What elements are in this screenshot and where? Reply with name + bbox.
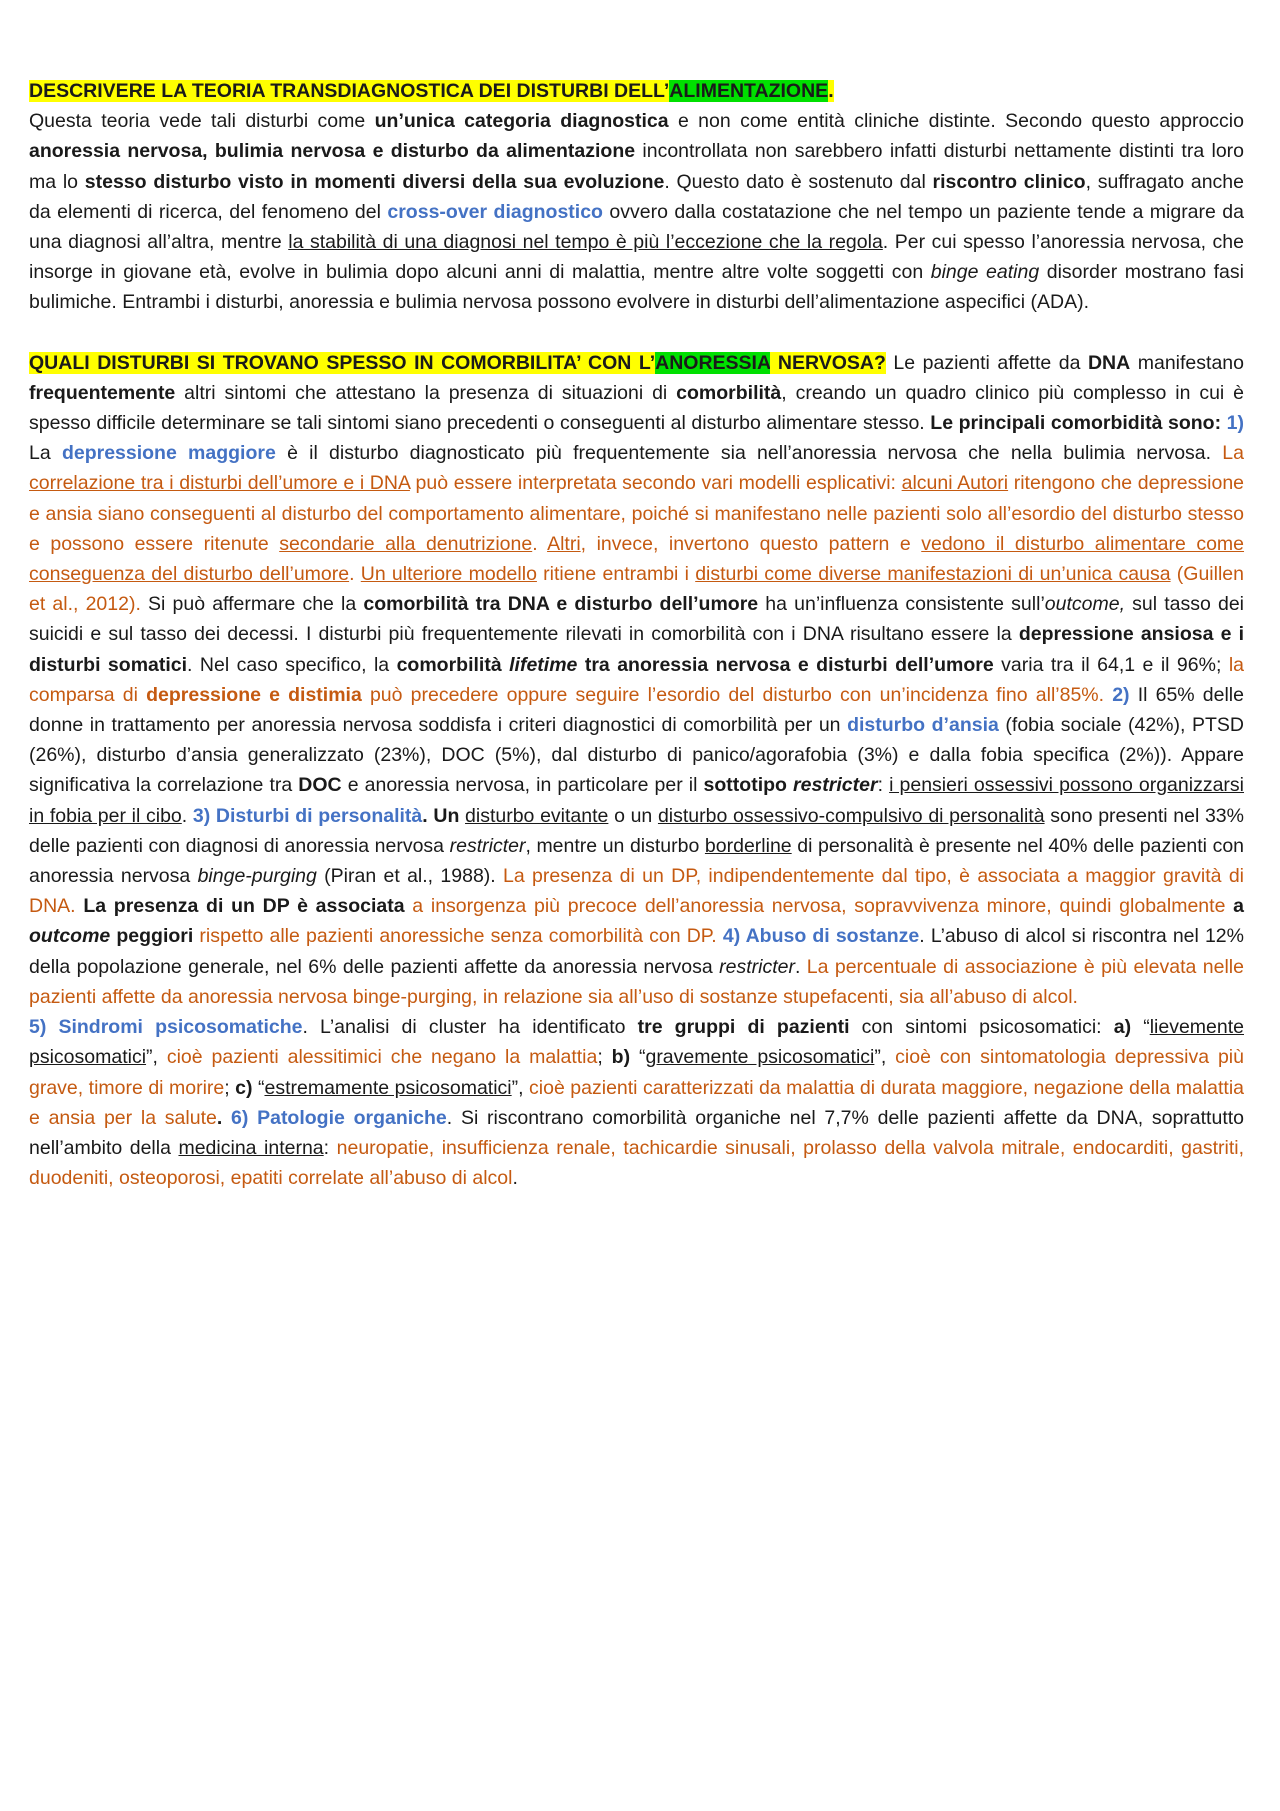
paragraph-anorexia-comorbidity: QUALI DISTURBI SI TROVANO SPESSO IN COMORBILITA’ CON L’ANORESSIA NERVOSA? Le pazienti affette da DNA manifestano frequentemente altri sintomi che attestano la presenza di situazioni di comorbilità, creando un quadro clinico più complesso in cui è spesso difficile determinare se tali sintomi siano precedenti o conseguenti al disturbo alimentare stesso. Le principali comorbidità sono: 1) La depressione maggiore è il disturbo diagnosticato più frequentemente sia nell’anoressia nervosa che nella bulimia nervosa. La correlazione tra i disturbi dell’umore e i DNA può essere interpretata secondo vari modelli esplicativi: alcuni Autori ritengono che depressione e ansia siano conseguenti al disturbo del comportamento alimentare, poiché si manifestano nelle pazienti solo all’esordio del disturbo stesso e possono essere ritenute secondarie alla denutrizione. Altri, invece, invertono questo pattern e vedono il disturbo alimentare come conseguenza del disturbo dell’umore. Un ulteriore modello ritiene entrambi i disturbi come diverse manifestazioni di un’unica causa (Guillen et al., 2012). Si può affermare che la comorbilità tra DNA e disturbo dell’umore ha un’influenza consistente sull’outcome, sul tasso dei suicidi e sul tasso dei decessi. I disturbi più frequentemente rilevati in comorbilità con i DNA risultano essere la depressione ansiosa e i disturbi somatici. Nel caso specifico, la comorbilità lifetime tra anoressia nervosa e disturbi dell’umore varia tra il 64,1 e il 96%; la comparsa di depressione e distimia può precedere oppure seguire l’esordio del disturbo con un’incidenza fino all’85%. 2) Il 65% delle donne in trattamento per anoressia nervosa soddisfa i criteri diagnostici di comorbilità per un disturbo d’ansia (fobia sociale (42%), PTSD (26%), disturbo d’ansia generalizzato (23%), DOC (5%), dal disturbo di panico/agorafobia (3%) e dalla fobia specifica (2%)). Appare significativa la correlazione tra DOC e anoressia nervosa, in particolare per il sottotipo restricter: i pensieri ossessivi possono organizzarsi in fobia per il cibo. 3) Disturbi di personalità. Un disturbo evitante o un disturbo ossessivo-compulsivo di personalità sono presenti nel 33% delle pazienti con diagnosi di anoressia nervosa restricter, mentre un disturbo borderline di personalità è presente nel 40% delle pazienti con anoressia nervosa binge-purging (Piran et al., 1988). La presenza di un DP, indipendentemente dal tipo, è associata a maggior gravità di DNA. La presenza di un DP è associata a insorgenza più precoce dell’anoressia nervosa, sopravvivenza minore, quindi globalmente a outcome peggiori rispetto alle pazienti anoressiche senza comorbilità con DP. 4) Abuso di sostanze. L’abuso di alcol si riscontra nel 12% della popolazione generale, nel 6% delle pazienti affette da anoressia nervosa restricter. La percentuale di associazione è più elevata nelle pazienti affette da anoressia nervosa binge-purging, in relazione sia all’uso di sostanze stupefacenti, sia all’abuso di alcol. 5) Sindromi psicosomatiche. L’analisi di cluster ha identificato tre gruppi di pazienti con sintomi psicosomatici: a) “lievemente psicosomatici”, cioè pazienti alessitimici che negano la malattia; b) “gravemente psicosomatici”, cioè con sintomatologia depressiva più grave, timore di morire; c) “estremamente psicosomatici”, cioè pazienti caratterizzati da malattia di durata maggiore, negazione della malattia e ansia per la salute. 6) Patologie organiche. Si riscontrano comorbilità organiche nel 7,7% delle pazienti affette da DNA, soprattutto nell’ambito della medicina interna: neuropatie, insufficienza renale, tachicardie sinusali, prolasso della valvola mitrale, endocarditi, gastriti, duodeniti, osteoporosi, epatiti correlate all’abuso di alcol. [29,351,1245,1190]
section-heading: DESCRIVERE LA TEORIA TRANSDIAGNOSTICA DEI DISTURBI DELL’ALIMENTAZIONE. [29,80,834,102]
paragraph-transdiagnostic-theory: DESCRIVERE LA TEORIA TRANSDIAGNOSTICA DEI DISTURBI DELL’ALIMENTAZIONE. Questa teoria vede tali disturbi come un’unica categoria diagnostica e non come entità cliniche distinte. Secondo questo approccio anoressia nervosa, bulimia nervosa e disturbo da alimentazione incontrollata non sarebbero infatti disturbi nettamente distinti tra loro ma lo stesso disturbo visto in momenti diversi della sua evoluzione. Questo dato è sostenuto dal riscontro clinico, suffragato anche da elementi di ricerca, del fenomeno del cross-over diagnostico ovvero dalla costatazione che nel tempo un paziente tende a migrare da una diagnosi all’altra, mentre la stabilità di una diagnosi nel tempo è più l’eccezione che la regola. Per cui spesso l’anoressia nervosa, che insorge in giovane età, evolve in bulimia dopo alcuni anni di malattia, mentre altre volte soggetti con binge eating disorder mostrano fasi bulimiche. Entrambi i disturbi, anoressia e bulimia nervosa possono evolvere in disturbi dell’alimentazione aspecifici (ADA). [29,80,1245,314]
document-page [29,76,1244,1193]
paragraph-gap [29,318,1244,348]
section-heading: QUALI DISTURBI SI TROVANO SPESSO IN COMORBILITA’ CON L’ANORESSIA NERVOSA? [29,351,886,374]
